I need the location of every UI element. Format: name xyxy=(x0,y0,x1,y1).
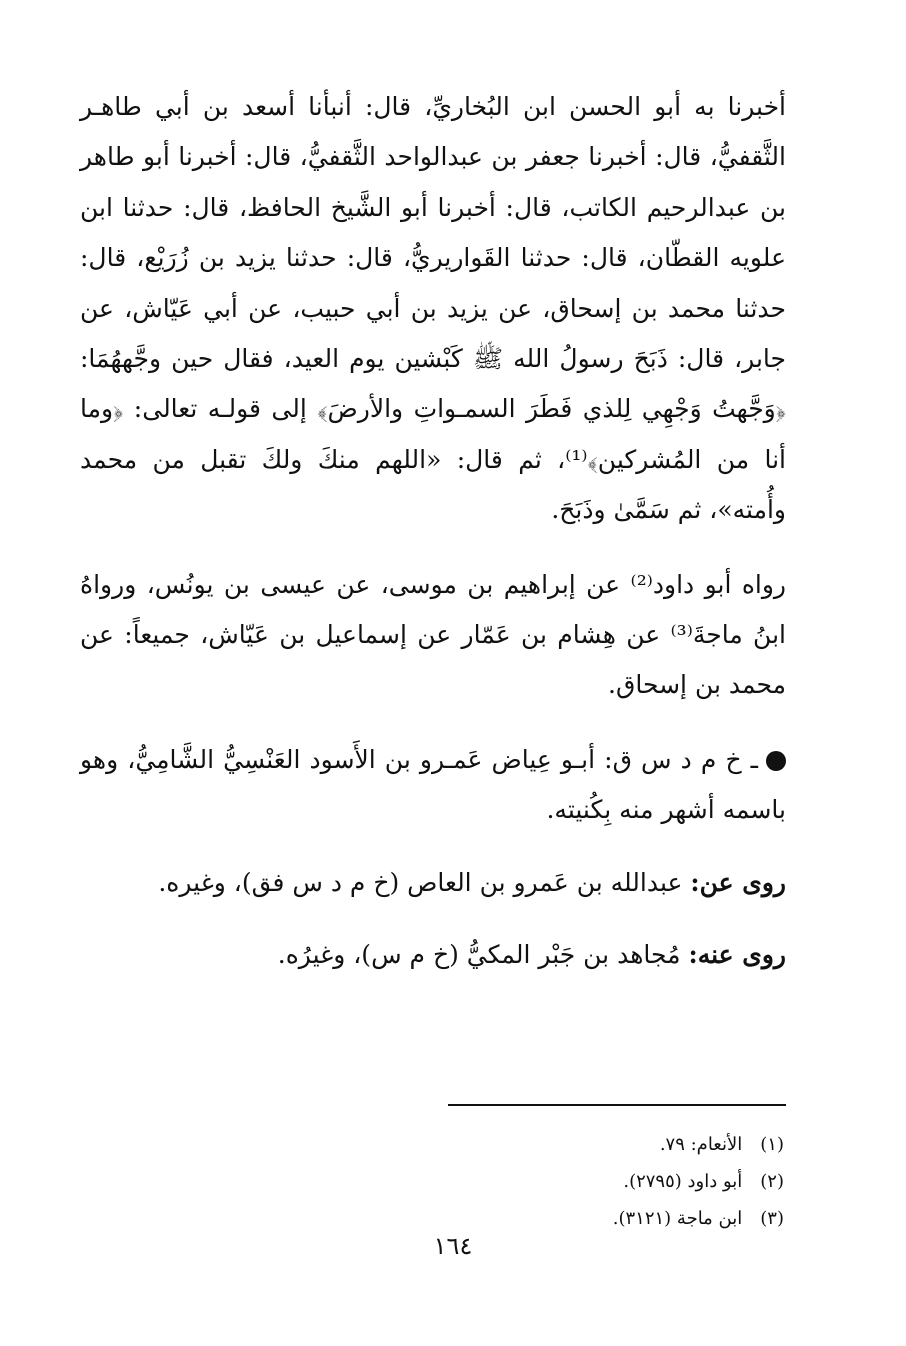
narrator-entry xyxy=(80,735,786,836)
footnote-number: (٢) xyxy=(760,1171,784,1192)
footnote-text: أبو داود (٢٧٩٥). xyxy=(623,1171,743,1192)
footnote-number: (٣) xyxy=(760,1208,784,1229)
narrated-by-paragraph xyxy=(80,930,786,980)
footnote-item xyxy=(384,1163,784,1200)
hadith-paragraph: أخبرنا به أبو الحسن ابن البُخاريِّ، قال: أنبأنا أسعد بن أبي طاهـر الثَّقفيُّ، قال: أخبرنا جعفر بن عبدالواحد الثَّقفيُّ، قال: أخبرنا أبو طاهر بن عبدالرحيم الكاتب، قال: أخبرنا أبو الشَّيخ الحافظ، قال: حدثنا ابن علويه القطّان، قال: حدثنا القَواريريُّ، قال: حدثنا يزيد بن زُرَيْع، قال: حدثنا محمد بن إسحاق، عن يزيد بن أبي حبيب، عن أبي عَيّاش، عن جابر، قال: ذَبَحَ رسولُ الله ﷺ كَبْشين يوم العيد، فقال حين وجَّههُمَا: ﴿وَجَّهتُ وَجْهِي لِلذي فَطَرَ السمـواتِ والأرضَ﴾ إلى قولـه تعالى: ﴿وما أنا من المُشركين﴾⁽¹⁾، ثم قال: «اللهم منكَ ولكَ تقبل من محمد وأُمته»، ثم سَمَّىٰ وذَبَحَ. xyxy=(80,92,787,525)
bullet-icon xyxy=(766,751,786,771)
narrator-entry-text: ـ خ م د س ق: أبـو عِياض عَمـرو بن الأَسود العَنْسِيُّ الشَّامِيُّ، وهو باسمه أشهر منه بِكُنيته. xyxy=(80,744,786,825)
narrated-by-text: مُجاهد بن جَبْر المكيُّ (خ م س)، وغيرُه. xyxy=(277,940,689,970)
narrated-from-text: عبدالله بن عَمرو بن العاص (خ م د س فق)، وغيره. xyxy=(158,867,691,897)
footnotes xyxy=(384,1126,784,1237)
footnote-number: (١) xyxy=(760,1134,784,1155)
footnote-divider xyxy=(448,1104,786,1106)
footnote-item xyxy=(384,1126,784,1163)
narrated-from-paragraph xyxy=(80,858,786,908)
footnote-text: ابن ماجة (٣١٢١). xyxy=(612,1208,743,1229)
main-text xyxy=(80,82,786,981)
footnote-text: الأنعام: ٧٩. xyxy=(659,1134,743,1155)
page-number: ١٦٤ xyxy=(433,1232,473,1260)
narration-paragraph: رواه أبو داود⁽²⁾ عن إبراهيم بن موسى، عن عيسى بن يونُس، ورواهُ ابنُ ماجةَ⁽³⁾ عن هِشام بن عَمّار عن إسماعيل بن عَيّاش، جميعاً: عن محمد بن إسحاق. xyxy=(80,569,787,700)
narrated-by-label: روى عنه: xyxy=(688,940,786,970)
narrated-from-label: روى عن: xyxy=(690,867,786,897)
